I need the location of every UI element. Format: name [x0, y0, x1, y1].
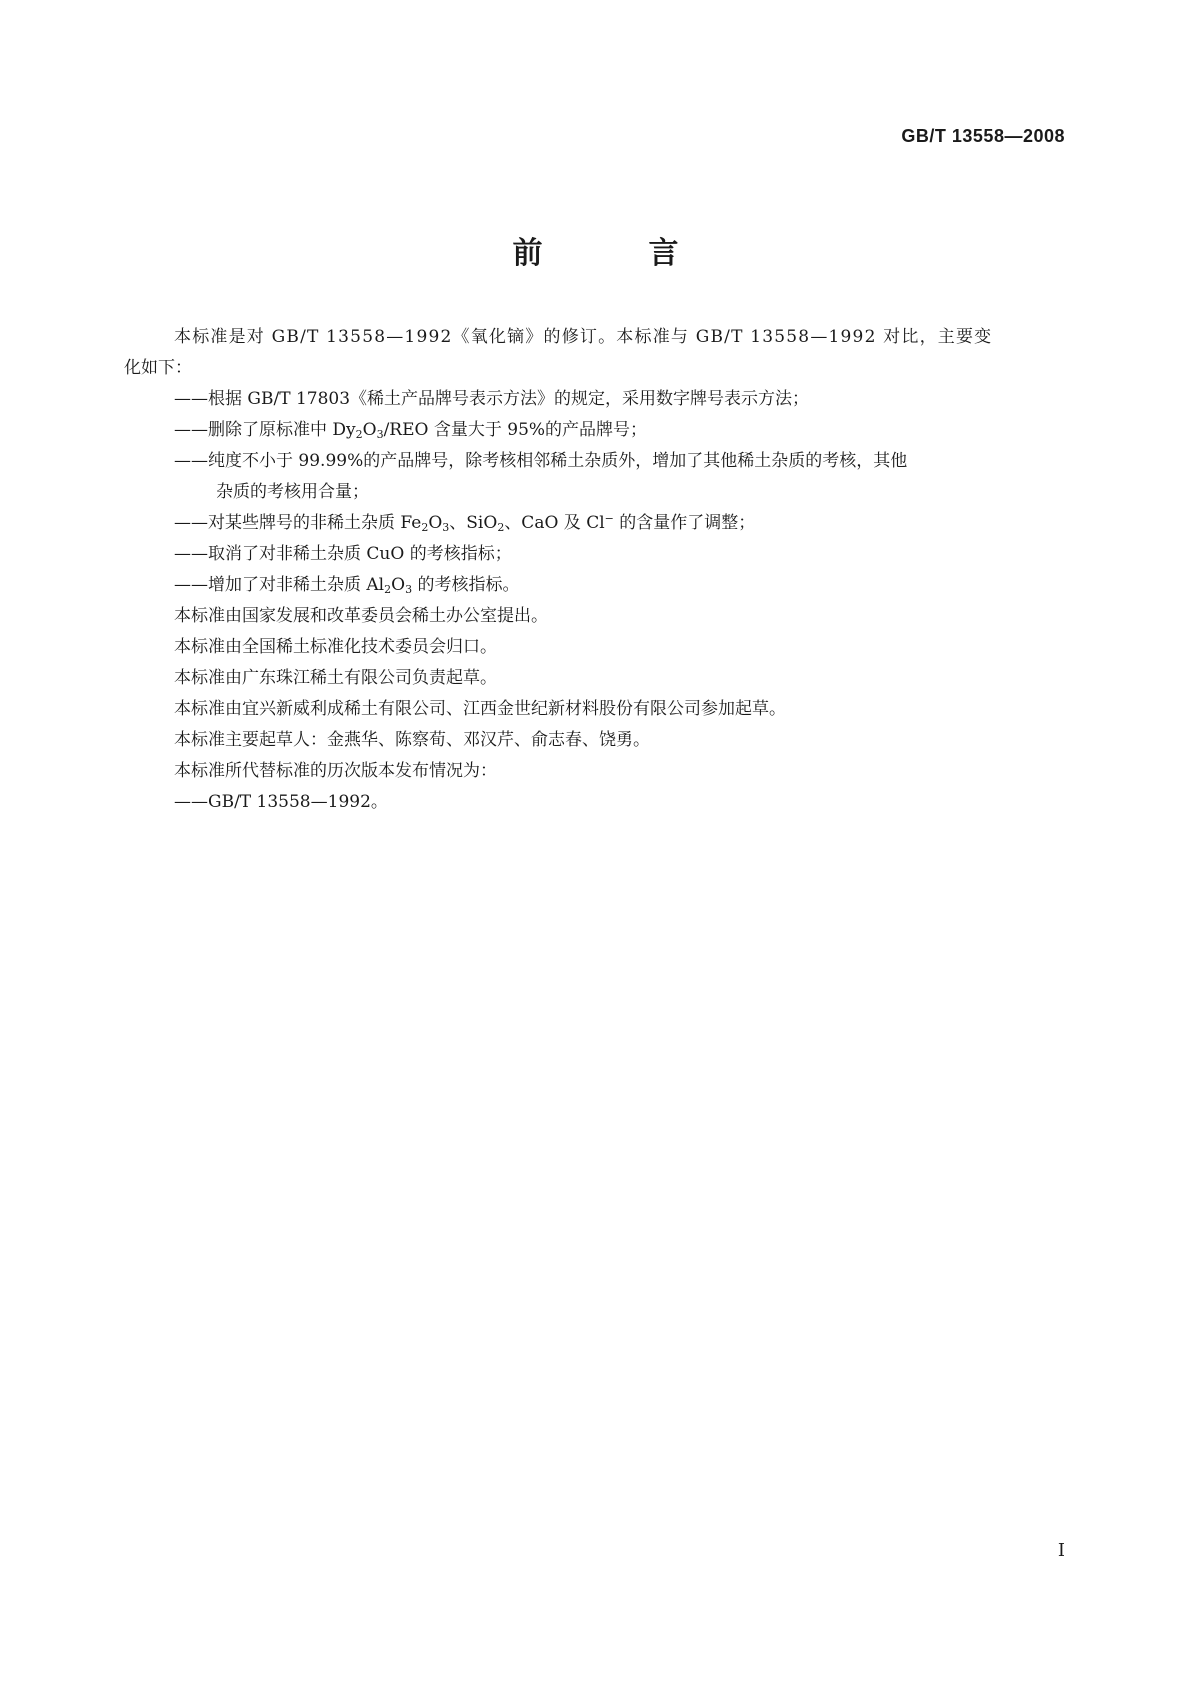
- history-paragraph: 本标准所代替标准的历次版本发布情况为：: [174, 761, 497, 781]
- standard-number: GB/T 13558—2008: [901, 126, 1065, 146]
- change-item-6: ——增加了对非稀土杂质 $Al_2O_3$ 的考核指标。: [174, 575, 520, 596]
- page-title: 前 言: [512, 236, 717, 271]
- change-item-2: ——删除了原标准中 $Dy_2O_3$/REO 含量大于 95%的产品牌号；: [174, 420, 648, 441]
- drafters-paragraph: 本标准主要起草人：金燕华、陈察荀、邓汉芹、俞志春、饶勇。: [174, 730, 650, 750]
- participating-units-paragraph: 本标准由宜兴新威利成稀土有限公司、江西金世纪新材料股份有限公司参加起草。: [174, 699, 786, 719]
- intro-line-2: 化如下：: [124, 358, 192, 378]
- foreword-body: [124, 322, 1064, 818]
- proposer-paragraph: 本标准由国家发展和改革委员会稀土办公室提出。: [174, 606, 548, 626]
- change-item-5: ——取消了对非稀土杂质 CuO 的考核指标；: [174, 544, 512, 564]
- centralized-unit-paragraph: 本标准由全国稀土标准化技术委员会归口。: [174, 637, 497, 657]
- drafting-unit-paragraph: 本标准由广东珠江稀土有限公司负责起草。: [174, 668, 497, 688]
- change-item-1: ——根据 GB/T 17803《稀土产品牌号表示方法》的规定，采用数字牌号表示方法；: [174, 389, 810, 409]
- change-item-3: ——纯度不小于 99.99%的产品牌号，除考核相邻稀土杂质外，增加了其他稀土杂质的考核，其他: [174, 451, 908, 471]
- page-number: I: [1057, 1540, 1065, 1561]
- change-item-3-cont: 杂质的考核用合量；: [216, 482, 369, 502]
- history-item-1: ——GB/T 13558—1992。: [174, 792, 388, 812]
- change-item-4: ——对某些牌号的非稀土杂质 $Fe_2O_3$、SiO$_2$、CaO 及 Cl− 的含量作了调整；: [174, 512, 756, 534]
- intro-line-1: 本标准是对 GB/T 13558—1992《氧化镝》的修订。本标准与 GB/T 13558—1992 对比，主要变: [174, 327, 993, 347]
